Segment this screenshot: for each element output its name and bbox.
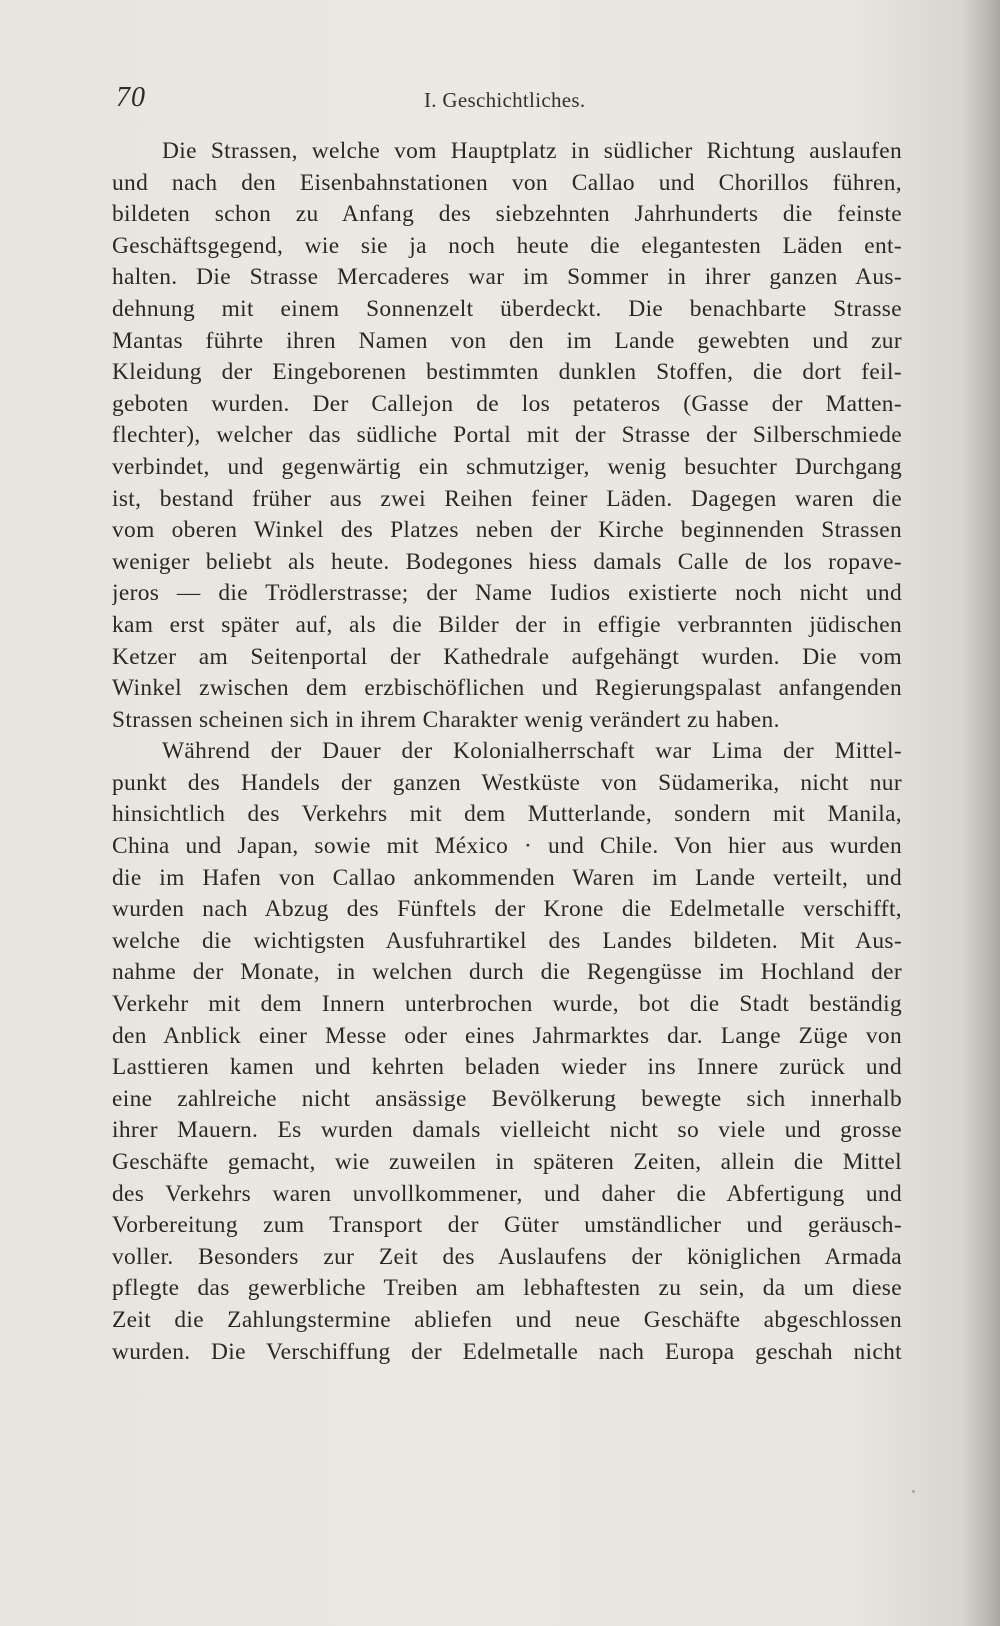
text-line: hinsichtlich des Verkehrs mit dem Mutterlande, sondern mit Manila, — [112, 801, 902, 828]
text-line: Winkel zwischen dem erzbischöflichen und Regierungspalast anfangenden — [112, 675, 902, 702]
text-line: Ketzer am Seitenportal der Kathedrale aufgehängt wurden. Die vom — [112, 643, 902, 670]
text-line: voller. Besonders zur Zeit des Auslaufens der königlichen Armada — [112, 1243, 902, 1270]
text-line: punkt des Handels der ganzen Westküste von Südamerika, nicht nur — [112, 769, 902, 796]
page-header — [110, 82, 910, 118]
text-line: die im Hafen von Callao ankommenden Waren im Lande verteilt, und — [112, 864, 902, 891]
paragraph — [112, 736, 902, 1368]
text-line: vom oberen Winkel des Platzes neben der Kirche beginnenden Strassen — [112, 517, 902, 544]
text-line: wurden nach Abzug des Fünftels der Krone die Edelmetalle verschifft, — [112, 896, 902, 923]
text-line: eine zahlreiche nicht ansässige Bevölkerung bewegte sich innerhalb — [112, 1085, 902, 1112]
text-line: nahme der Monate, in welchen durch die Regengüsse im Hochland der — [112, 959, 902, 986]
text-line: des Verkehrs waren unvollkommener, und daher die Abfertigung und — [112, 1180, 902, 1207]
paragraph — [112, 136, 902, 736]
text-line: Kleidung der Eingeborenen bestimmten dunklen Stoffen, die dort feil- — [112, 359, 902, 386]
text-line: und nach den Eisenbahnstationen von Callao und Chorillos führen, — [112, 169, 902, 196]
text-line: bildeten schon zu Anfang des siebzehnten Jahrhunderts die feinste — [112, 201, 902, 228]
text-line: wurden. Die Verschiffung der Edelmetalle nach Europa geschah nicht — [112, 1338, 902, 1365]
paper-speck — [912, 1490, 915, 1493]
text-line: jeros — die Trödlerstrasse; der Name Iudios existierte noch nicht und — [112, 580, 902, 607]
text-line: Geschäfte gemacht, wie zuweilen in späteren Zeiten, allein die Mittel — [112, 1149, 902, 1175]
text-line: geboten wurden. Der Callejon de los petateros (Gasse der Matten- — [112, 390, 902, 417]
body-text — [112, 136, 902, 1368]
text-line: Lasttieren kamen und kehrten beladen wieder ins Innere zurück und — [112, 1054, 902, 1081]
text-line: China und Japan, sowie mit México · und Chile. Von hier aus wurden — [112, 833, 902, 860]
text-line: welche die wichtigsten Ausfuhrartikel des Landes bildeten. Mit Aus- — [112, 927, 902, 954]
running-head: I. Geschichtliches. — [424, 88, 586, 112]
text-line: weniger beliebt als heute. Bodegones hiess damals Calle de los ropave- — [112, 548, 902, 575]
page-number: 70 — [116, 82, 146, 113]
text-line: dehnung mit einem Sonnenzelt überdeckt. Die benachbarte Strasse — [112, 295, 902, 322]
text-line: ihrer Mauern. Es wurden damals vielleicht nicht so viele und grosse — [112, 1117, 902, 1144]
text-line: Geschäftsgegend, wie sie ja noch heute die elegantesten Läden ent- — [112, 232, 902, 259]
text-line: halten. Die Strasse Mercaderes war im Sommer in ihrer ganzen Aus- — [112, 264, 902, 291]
text-line: verbindet, und gegenwärtig ein schmutziger, wenig besuchter Durchgang — [112, 453, 902, 480]
text-line: Die Strassen, welche vom Hauptplatz in südlicher Richtung auslaufen — [162, 138, 902, 164]
text-line: Vorbereitung zum Transport der Güter umständlicher und geräusch- — [112, 1212, 902, 1239]
page-gutter-shadow — [962, 0, 1000, 1626]
text-line: pflegte das gewerbliche Treiben am lebhaftesten zu sein, da um diese — [112, 1275, 902, 1302]
text-line: Mantas führte ihren Namen von den im Lande gewebten und zur — [112, 327, 902, 354]
text-line: kam erst später auf, als die Bilder der in effigie verbrannten jüdischen — [112, 611, 902, 638]
text-line: Verkehr mit dem Innern unterbrochen wurde, bot die Stadt beständig — [112, 991, 902, 1018]
text-line: Strassen scheinen sich in ihrem Charakter wenig verändert zu haben. — [112, 706, 780, 733]
text-line: ist, bestand früher aus zwei Reihen feiner Läden. Dagegen waren die — [112, 485, 902, 512]
text-line: den Anblick einer Messe oder eines Jahrmarktes dar. Lange Züge von — [112, 1022, 902, 1049]
text-line: Zeit die Zahlungstermine abliefen und neue Geschäfte abgeschlossen — [112, 1306, 902, 1333]
text-line: Während der Dauer der Kolonialherrschaft war Lima der Mittel- — [162, 738, 902, 765]
text-line: flechter), welcher das südliche Portal mit der Strasse der Silberschmiede — [112, 422, 902, 449]
